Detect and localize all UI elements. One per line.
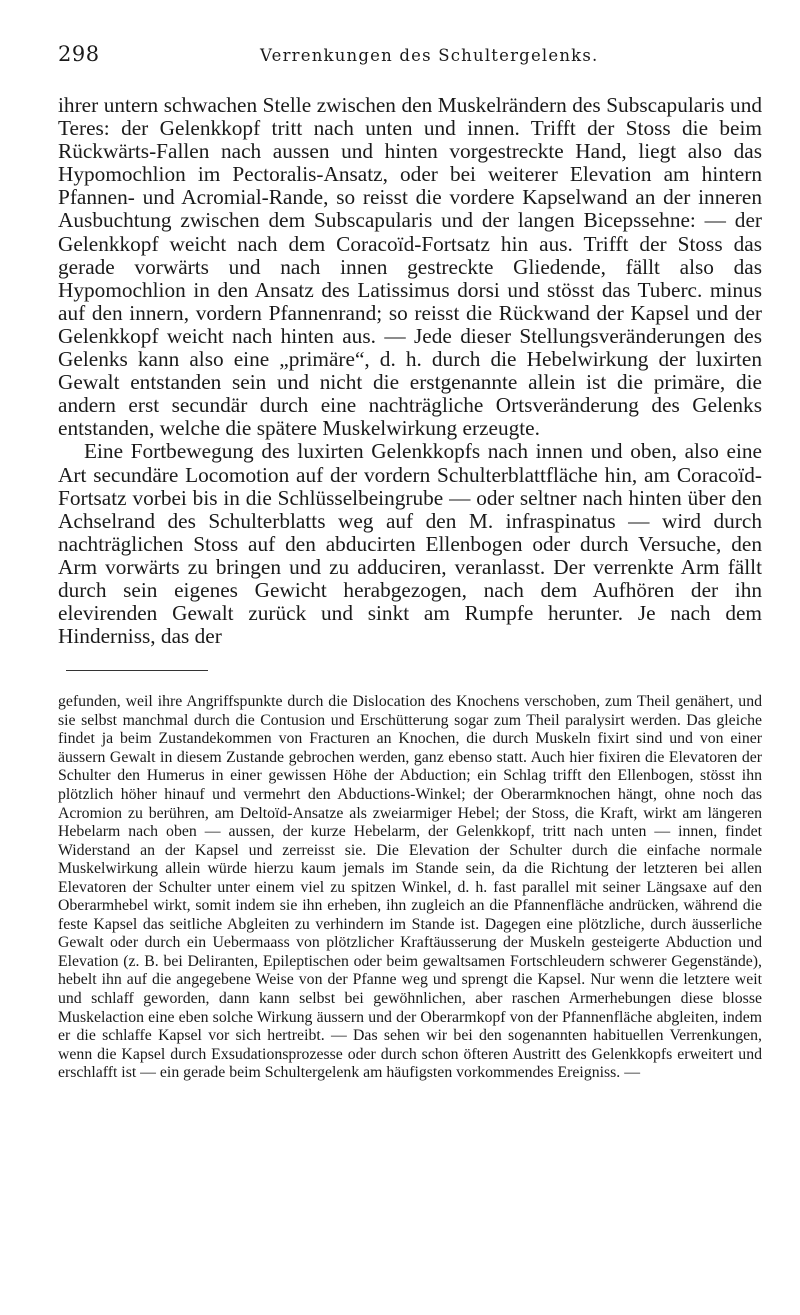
- footnote-paragraph: gefunden, weil ihre Angriffspunkte durch die Dislocation des Knochens verschoben, zum Theil genähert, und sie selbst manchmal durch die Contusion und Erschütterung sogar zum Theil paralysirt werden. Das gleiche findet ja beim Zustandekommen von Fracturen an Knochen, die durch Muskeln fixirt sind und von einer äussern Gewalt in diesem Zustande gebrochen werden, ganz ebenso statt. Auch hier fixiren die Elevatoren der Schulter den Humerus in einer gewissen Höhe der Abduction; ein Schlag trifft den Ellenbogen, stösst ihn plötzlich höher hinauf und vermehrt den Abductions-Winkel; der Oberarmknochen hängt, ohne noch das Acromion zu berühren, am Deltoïd-Ansatze als zweiarmiger Hebel; der Stoss, die Kraft, wirkt am längeren Hebelarm nach oben — aussen, der kurze Hebelarm, der Gelenkkopf, tritt nach unten — innen, findet Widerstand an der Kapsel und zerreisst sie. Die Elevation der Schulter durch die einfache normale Muskelwirkung allein würde hierzu kaum jemals im Stande sein, da die Richtung der letzteren bei allen Elevatoren der Schulter unter einem viel zu spitzen Winkel, d. h. fast parallel mit seiner Längsaxe auf den Oberarmhebel wirkt, somit indem sie ihn erheben, ihn zugleich an die Pfannenfläche andrücken, während die feste Kapsel das seitliche Abgleiten zu verhindern im Stande ist. Dagegen eine plötzliche, durch äusserliche Gewalt oder durch ein Uebermaass von plötzlicher Kraftäusserung der Muskeln gesteigerte Abduction und Elevation (z. B. bei Deliranten, Epileptischen oder beim gewaltsamen Fortschleudern schwerer Gegenstände), hebelt ihn auf die angegebene Weise von der Pfanne weg und sprengt die Kapsel. Nur wenn die letztere weit und schlaff geworden, dann kann selbst bei gewöhnlichen, aber raschen Armerhebungen diese blosse Muskelaction eine eben solche Wirkung äussern und der Oberarmkopf von der Pfannenfläche abgleiten, indem er die schlaffe Kapsel vor sich hertreibt. — Das sehen wir bei den sogenannten habituellen Verrenkungen, wenn die Kapsel durch Exsudationsprozesse oder durch schon öfteren Austritt des Gelenkkopfs erweitert und erschlafft ist — ein gerade beim Schultergelenk am häufigsten vorkommendes Ereigniss. —: [58, 693, 762, 1082]
- footnote: [58, 693, 762, 1082]
- running-title: Verrenkungen des Schultergelenks.: [260, 46, 599, 65]
- page-number: 298: [58, 42, 100, 66]
- footnote-divider: [66, 670, 208, 671]
- main-text: [58, 94, 762, 648]
- paragraph-continuation: ihrer untern schwachen Stelle zwischen den Muskelrändern des Subscapularis und Teres: der Gelenkkopf tritt nach unten und innen. Trifft der Stoss die beim Rückwärts-Fallen nach aussen und hinten vorgestreckte Hand, liegt also das Hypomochlion im Pectoralis-Ansatz, oder bei weiterer Elevation am hintern Pfannen- und Acromial-Rande, so reisst die vordere Kapselwand an der inneren Ausbuchtung zwischen dem Subscapularis und der langen Bicepssehne: — der Gelenkkopf weicht nach dem Coracoïd-Fortsatz hin aus. Trifft der Stoss das gerade vorwärts und nach innen gestreckte Gliedende, fällt also das Hypomochlion in den Ansatz des Latissimus dorsi und stösst das Tuberc. minus auf den innern, vordern Pfannenrand; so reisst die Rückwand der Kapsel und der Gelenkkopf weicht nach hinten aus. — Jede dieser Stellungsveränderungen des Gelenks kann also eine „primäre“, d. h. durch die Hebelwirkung der luxirten Gewalt entstanden sein und nicht die erstgenannte allein ist die primäre, die andern erst secundär durch eine nachträgliche Ortsveränderung des Gelenks entstanden, welche die spätere Muskelwirkung erzeugte.: [58, 93, 762, 441]
- paragraph-secondary-locomotion: Eine Fortbewegung des luxirten Gelenkkopfs nach innen und oben, also eine Art secundäre Locomotion auf der vordern Schulterblattfläche hin, am Coracoïd-Fortsatz vorbei bis in die Schlüsselbeingrube — oder seltner nach hinten über den Achselrand des Schulterblatts weg auf den M. infraspinatus — wird durch nachträglichen Stoss auf den abducirten Ellenbogen oder durch Versuche, den Arm vorwärts zu bringen und zu adduciren, veranlasst. Der verrenkte Arm fällt durch sein eigenes Gewicht herabgezogen, nach dem Aufhören der ihn elevirenden Gewalt zurück und sinkt am Rumpfe herunter. Je nach dem Hinderniss, das der: [58, 439, 762, 649]
- running-head: [58, 42, 762, 82]
